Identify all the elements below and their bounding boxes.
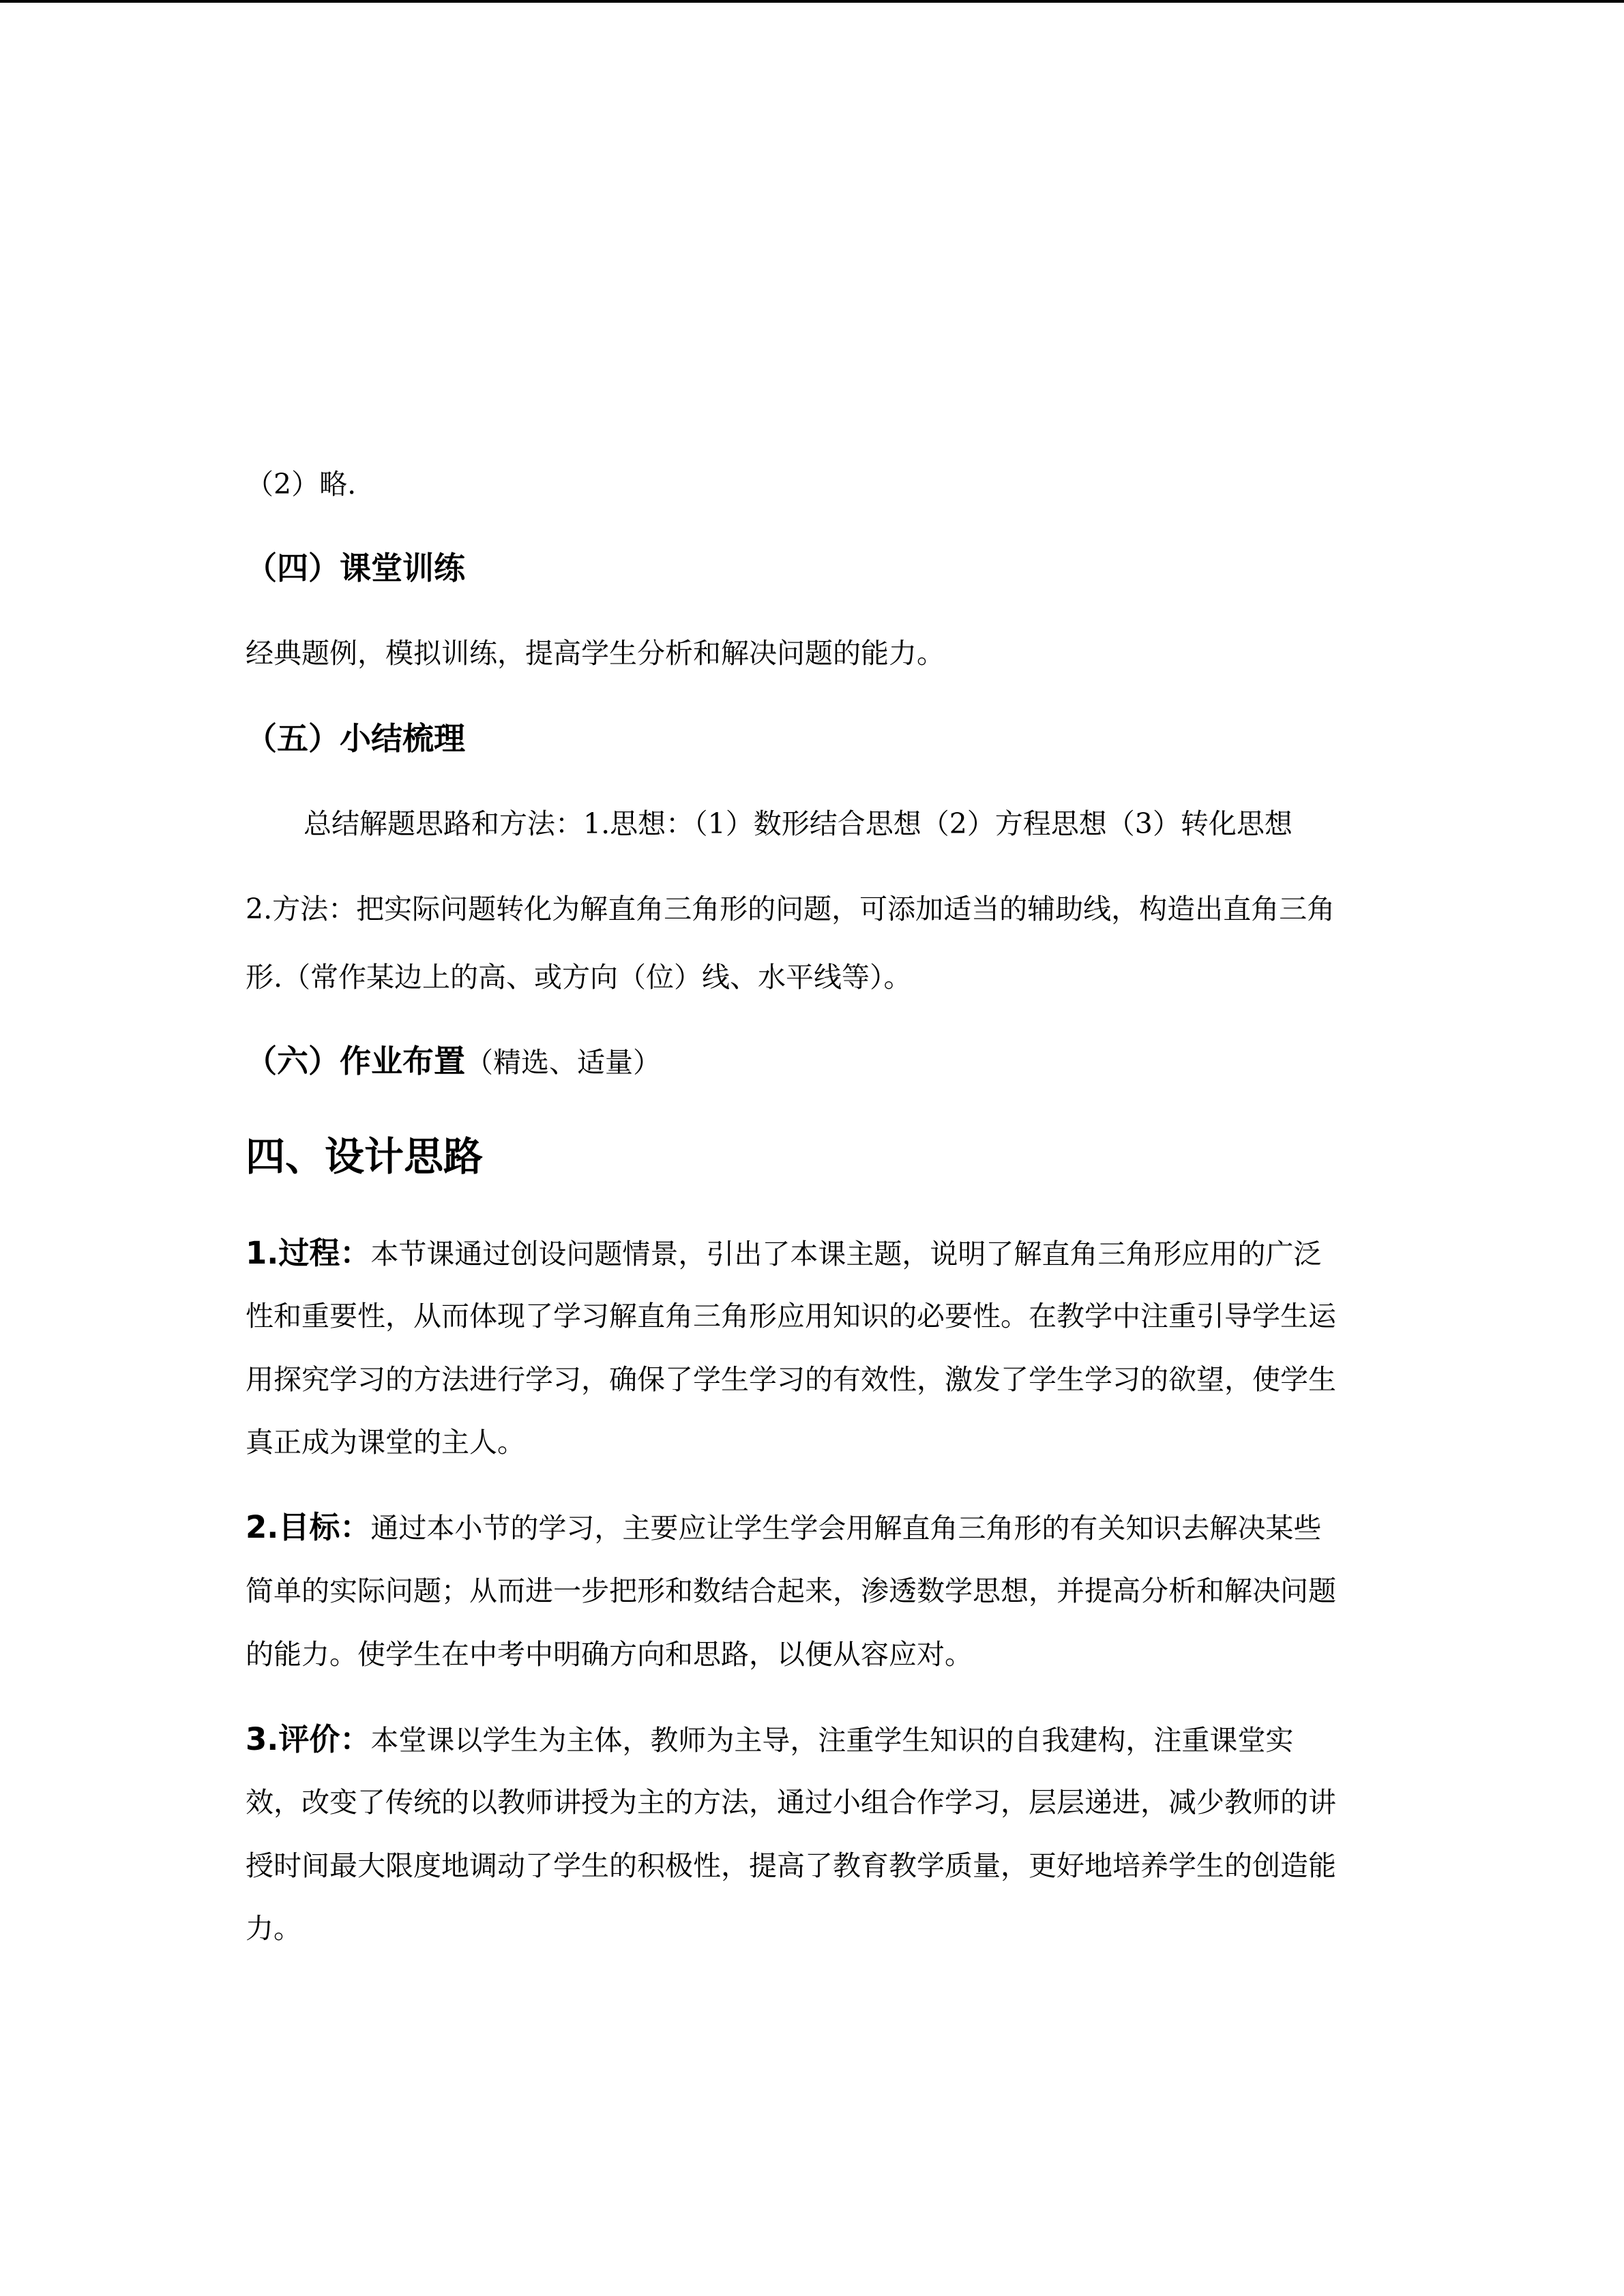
design-p3-line-2: 效，改变了传统的以教师讲授为主的方法，通过小组合作学习，层层递进，减少教师的讲 — [246, 1786, 1336, 1819]
design-p1-line-1 — [246, 1234, 1321, 1273]
design-p2-line-2: 简单的实际问题；从而进一步把形和数结合起来，渗透数学思想，并提高分析和解决问题 — [246, 1575, 1336, 1607]
design-p3-line-1 — [246, 1720, 1293, 1759]
section-6-heading-line — [246, 1042, 661, 1082]
design-p2-lead: 2.目标： — [246, 1509, 371, 1545]
design-p1-lead: 1.过程： — [246, 1235, 371, 1271]
section-5-line-3: 形.（常作某边上的高、或方向（位）线、水平线等）。 — [246, 961, 912, 994]
section-5-heading: （五）小结梳理 — [246, 720, 465, 757]
section-4-text: 经典题例，模拟训练，提高学生分析和解决问题的能力。 — [246, 637, 945, 670]
section-6-note: （精选、适量） — [465, 1046, 661, 1079]
page-top-border — [0, 0, 1624, 3]
design-p2-line-1 — [246, 1508, 1321, 1547]
design-p2-line-1-text: 通过本小节的学习，主要应让学生学会用解直角三角形的有关知识去解决某些 — [370, 1512, 1322, 1545]
design-p1-line-1-text: 本节课通过创设问题情景，引出了本课主题，说明了解直角三角形应用的广泛 — [370, 1238, 1322, 1270]
design-p3-line-1-text: 本堂课以学生为主体，教师为主导，注重学生知识的自我建构，注重课堂实 — [370, 1724, 1294, 1757]
section-4-heading: （四）课堂训练 — [246, 550, 465, 586]
design-p1-line-2: 性和重要性，从而体现了学习解直角三角形应用知识的必要性。在教学中注重引导学生运 — [246, 1300, 1336, 1332]
design-heading: 四、设计思路 — [246, 1133, 484, 1180]
design-p1-line-3: 用探究学习的方法进行学习，确保了学生学习的有效性，激发了学生学习的欲望，使学生 — [246, 1363, 1336, 1396]
design-p3-line-4: 力。 — [246, 1912, 301, 1945]
section-6-heading: （六）作业布置 — [246, 1043, 465, 1079]
design-p2-line-3: 的能力。使学生在中考中明确方向和思路，以便从容应对。 — [246, 1638, 973, 1671]
design-p3-lead: 3.评价： — [246, 1721, 371, 1757]
section-5-line-2: 2.方法：把实际问题转化为解直角三角形的问题，可添加适当的辅助线，构造出直角三角 — [246, 893, 1335, 925]
design-p1-line-4: 真正成为课堂的主人。 — [246, 1426, 525, 1459]
item-2-text: （2）略. — [246, 468, 357, 501]
design-p3-line-3: 授时间最大限度地调动了学生的积极性，提高了教育教学质量，更好地培养学生的创造能 — [246, 1849, 1336, 1882]
section-5-line-1: 总结解题思路和方法：1.思想：（1）数形结合思想（2）方程思想（3）转化思想 — [304, 807, 1293, 840]
